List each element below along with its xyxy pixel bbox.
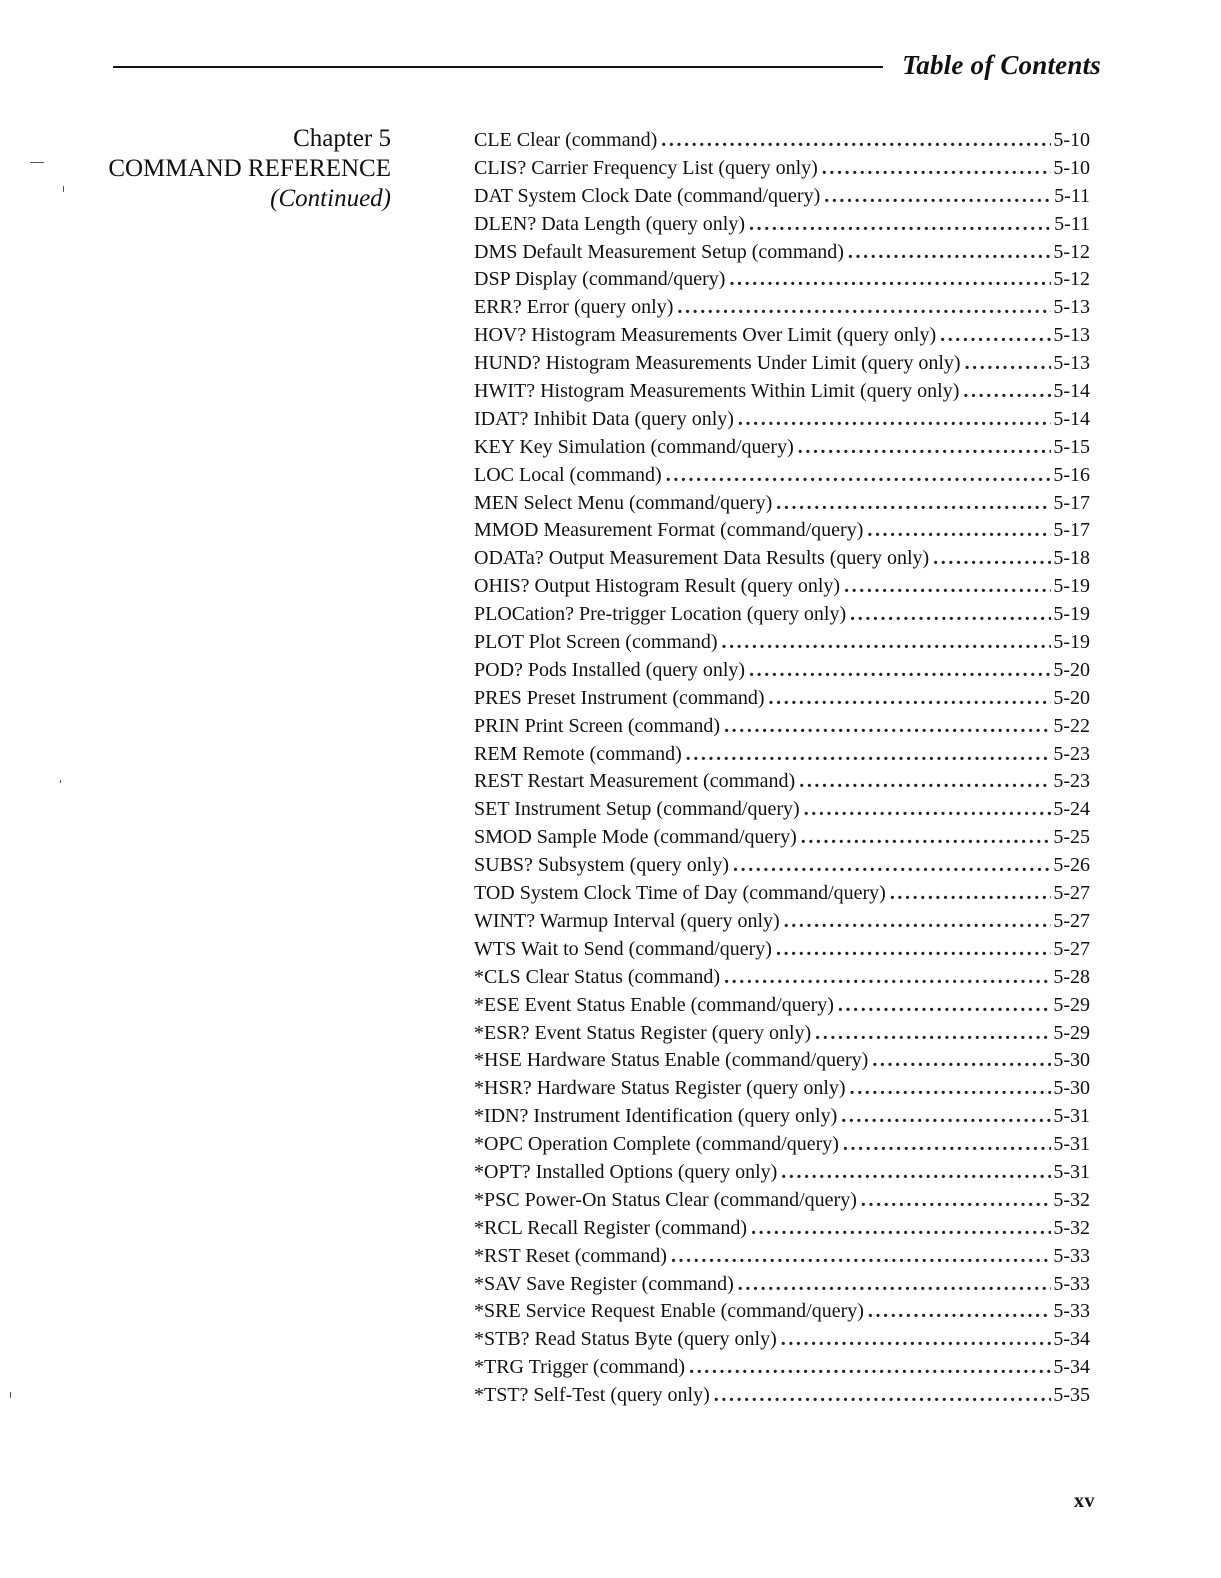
dot-leader	[769, 687, 1052, 710]
toc-entry[interactable]	[474, 1328, 1090, 1356]
dot-leader	[666, 464, 1052, 487]
toc-entry[interactable]	[474, 1022, 1090, 1050]
toc-entry-title: *SAV Save Register (command)	[474, 1272, 734, 1295]
toc-entry-title: PRES Preset Instrument (command)	[474, 686, 765, 709]
toc-entry-title: CLE Clear (command)	[474, 129, 658, 151]
toc-entry[interactable]	[474, 129, 1090, 157]
toc-entry-page: 5-28	[1053, 965, 1090, 988]
toc-entry[interactable]	[474, 547, 1090, 575]
toc-entry-title: DMS Default Measurement Setup (command)	[474, 240, 844, 263]
toc-entry-page: 5-13	[1053, 324, 1090, 347]
toc-entry[interactable]	[474, 1217, 1090, 1245]
toc-entry[interactable]	[474, 1384, 1090, 1412]
toc-entry[interactable]	[474, 603, 1090, 631]
dot-leader	[776, 492, 1051, 515]
toc-entry-page: 5-29	[1053, 993, 1090, 1016]
toc-entry-page: 5-19	[1053, 603, 1090, 626]
toc-entry-page: 5-18	[1053, 547, 1090, 570]
toc-entry-page: 5-33	[1053, 1300, 1090, 1323]
toc-entry[interactable]	[474, 436, 1090, 464]
dot-leader	[724, 966, 1051, 989]
toc-entry-title: LOC Local (command)	[474, 463, 662, 486]
chapter-heading	[108, 124, 391, 214]
toc-entry-page: 5-13	[1053, 296, 1090, 319]
toc-entry[interactable]	[474, 157, 1090, 185]
dot-leader	[751, 1217, 1051, 1240]
toc-entry[interactable]	[474, 1356, 1090, 1384]
toc-entry[interactable]	[474, 575, 1090, 603]
toc-entry[interactable]	[474, 798, 1090, 826]
toc-entry-page: 5-14	[1053, 380, 1090, 403]
toc-entry[interactable]	[474, 882, 1090, 910]
dot-leader	[822, 157, 1052, 180]
toc-entry-title: HOV? Histogram Measurements Over Limit (query only)	[474, 324, 937, 347]
toc-entry-title: PLOT Plot Screen (command)	[474, 631, 718, 654]
toc-entry-page: 5-26	[1053, 854, 1090, 877]
dot-leader	[801, 826, 1052, 849]
toc-entry-title: KEY Key Simulation (command/query)	[474, 435, 794, 458]
toc-entry-page: 5-16	[1053, 463, 1090, 486]
dot-leader	[844, 575, 1051, 598]
page-number: xv	[1074, 1490, 1095, 1512]
dot-leader	[677, 296, 1051, 319]
toc-entry-title: PLOCation? Pre-trigger Location (query only)	[474, 603, 847, 626]
toc-entry-title: *ESE Event Status Enable (command/query)	[474, 993, 834, 1016]
scan-speck	[10, 1392, 11, 1398]
toc-entry-page: 5-15	[1053, 435, 1090, 458]
toc-entry-title: *RST Reset (command)	[474, 1244, 667, 1267]
toc-entry-title: DAT System Clock Date (command/query)	[474, 184, 821, 207]
dot-leader	[872, 1049, 1051, 1072]
toc-entry-title: MMOD Measurement Format (command/query)	[474, 519, 864, 542]
toc-entry-page: 5-30	[1053, 1077, 1090, 1100]
toc-entry[interactable]	[474, 296, 1090, 324]
toc-entry[interactable]	[474, 324, 1090, 352]
toc-entry[interactable]	[474, 743, 1090, 771]
toc-entry-title: POD? Pods Installed (query only)	[474, 658, 746, 681]
toc-entry-page: 5-17	[1053, 519, 1090, 542]
dot-leader	[781, 1161, 1051, 1184]
toc-entry[interactable]	[474, 352, 1090, 380]
toc-entry-page: 5-12	[1053, 268, 1090, 291]
toc-entry-title: IDAT? Inhibit Data (query only)	[474, 407, 734, 430]
dot-leader	[721, 631, 1051, 654]
scan-speck	[60, 780, 61, 783]
toc-entry-list	[474, 129, 1090, 1412]
toc-entry-title: ERR? Error (query only)	[474, 296, 674, 319]
dot-leader	[776, 938, 1051, 961]
toc-entry-page: 5-34	[1053, 1356, 1090, 1379]
chapter-name: COMMAND REFERENCE	[108, 155, 391, 182]
toc-entry-page: 5-10	[1053, 156, 1090, 179]
toc-entry-page: 5-34	[1053, 1328, 1090, 1351]
dot-leader	[861, 1189, 1051, 1212]
toc-entry[interactable]	[474, 1273, 1090, 1301]
toc-entry-title: DLEN? Data Length (query only)	[474, 212, 746, 235]
toc-entry-title: PRIN Print Screen (command)	[474, 714, 721, 737]
toc-entry-page: 5-31	[1053, 1133, 1090, 1156]
toc-entry[interactable]	[474, 770, 1090, 798]
dot-leader	[686, 743, 1052, 766]
toc-entry-title: *PSC Power-On Status Clear (command/query)	[474, 1188, 857, 1211]
toc-entry-title: *OPC Operation Complete (command/query)	[474, 1133, 839, 1156]
toc-entry-title: WTS Wait to Send (command/query)	[474, 937, 772, 960]
dot-leader	[798, 436, 1052, 459]
toc-entry-page: 5-22	[1053, 714, 1090, 737]
toc-entry[interactable]	[474, 1049, 1090, 1077]
toc-entry-title: SMOD Sample Mode (command/query)	[474, 826, 797, 849]
toc-entry-page: 5-30	[1053, 1049, 1090, 1072]
toc-entry-page: 5-23	[1053, 742, 1090, 765]
toc-entry-page: 5-27	[1053, 909, 1090, 932]
dot-leader	[671, 1245, 1051, 1268]
toc-entry-title: HUND? Histogram Measurements Under Limit (query only)	[474, 352, 961, 375]
toc-entry-page: 5-17	[1053, 491, 1090, 514]
dot-leader	[824, 185, 1052, 208]
dot-leader	[843, 1133, 1051, 1156]
dot-leader	[799, 770, 1051, 793]
toc-entry-title: SUBS? Subsystem (query only)	[474, 854, 729, 877]
toc-entry-page: 5-31	[1053, 1105, 1090, 1128]
toc-entry-title: *TST? Self-Test (query only)	[474, 1384, 710, 1407]
toc-entry-title: WINT? Warmup Interval (query only)	[474, 909, 780, 932]
toc-entry-page: 5-12	[1053, 240, 1090, 263]
dot-leader	[749, 659, 1051, 682]
toc-entry[interactable]	[474, 241, 1090, 269]
toc-entry-title: MEN Select Menu (command/query)	[474, 491, 773, 514]
toc-entry-page: 5-32	[1053, 1216, 1090, 1239]
dot-leader	[784, 910, 1052, 933]
toc-entry-title: TOD System Clock Time of Day (command/query)	[474, 882, 886, 905]
toc-entry[interactable]	[474, 1161, 1090, 1189]
toc-entry[interactable]	[474, 1300, 1090, 1328]
dot-leader	[850, 603, 1051, 626]
toc-entry-title: ODATa? Output Measurement Data Results (query only)	[474, 547, 930, 570]
toc-entry-page: 5-14	[1053, 407, 1090, 430]
toc-entry-title: *OPT? Installed Options (query only)	[474, 1160, 778, 1183]
dot-leader	[738, 1273, 1052, 1296]
toc-entry-page: 5-31	[1053, 1160, 1090, 1183]
dot-leader	[729, 268, 1051, 291]
toc-entry[interactable]	[474, 659, 1090, 687]
toc-entry-title: *SRE Service Request Enable (command/query)	[474, 1300, 864, 1323]
dot-leader	[724, 715, 1051, 738]
toc-entry-title: *RCL Recall Register (command)	[474, 1216, 748, 1239]
toc-entry-page: 5-33	[1053, 1244, 1090, 1267]
toc-entry[interactable]	[474, 1133, 1090, 1161]
dot-leader	[868, 1300, 1051, 1323]
toc-entry-page: 5-20	[1053, 686, 1090, 709]
toc-entry-page: 5-27	[1053, 937, 1090, 960]
dot-leader	[804, 798, 1052, 821]
toc-entry-title: REST Restart Measurement (command)	[474, 770, 796, 793]
toc-entry[interactable]	[474, 268, 1090, 296]
toc-entry-title: *IDN? Instrument Identification (query only)	[474, 1105, 838, 1128]
toc-entry-title: *STB? Read Status Byte (query only)	[474, 1328, 777, 1351]
scan-speck	[63, 186, 64, 192]
toc-entry[interactable]	[474, 938, 1090, 966]
toc-entry-page: 5-19	[1053, 631, 1090, 654]
toc-entry[interactable]	[474, 715, 1090, 743]
toc-entry-page: 5-11	[1054, 212, 1090, 235]
toc-entry-title: REM Remote (command)	[474, 742, 682, 765]
toc-entry[interactable]	[474, 185, 1090, 213]
dot-leader	[749, 213, 1052, 236]
scan-speck	[30, 162, 44, 163]
dot-leader	[933, 547, 1051, 570]
chapter-continued-label: (Continued)	[270, 185, 391, 212]
toc-entry[interactable]	[474, 631, 1090, 659]
dot-leader	[714, 1384, 1052, 1407]
dot-leader	[850, 1077, 1052, 1100]
toc-entry-title: *ESR? Event Status Register (query only)	[474, 1021, 812, 1044]
toc-entry-title: *TRG Trigger (command)	[474, 1356, 686, 1379]
toc-entry[interactable]	[474, 854, 1090, 882]
toc-entry[interactable]	[474, 966, 1090, 994]
toc-entry[interactable]	[474, 408, 1090, 436]
toc-entry-title: *CLS Clear Status (command)	[474, 965, 721, 988]
toc-entry[interactable]	[474, 1105, 1090, 1133]
toc-entry-page: 5-13	[1053, 352, 1090, 375]
toc-entry-page: 5-20	[1053, 658, 1090, 681]
toc-entry[interactable]	[474, 1077, 1090, 1105]
dot-leader	[867, 519, 1051, 542]
running-header-title: Table of Contents	[902, 50, 1101, 80]
toc-entry-page: 5-25	[1053, 826, 1090, 849]
toc-entry-page: 5-19	[1053, 575, 1090, 598]
toc-entry[interactable]	[474, 826, 1090, 854]
toc-entry-page: 5-11	[1054, 184, 1090, 207]
toc-entry-title: *HSR? Hardware Status Register (query only)	[474, 1077, 846, 1100]
toc-entry-page: 5-29	[1053, 1021, 1090, 1044]
toc-entry-title: CLIS? Carrier Frequency List (query only)	[474, 156, 818, 179]
toc-entry-page: 5-24	[1053, 798, 1090, 821]
toc-entry-page: 5-23	[1053, 770, 1090, 793]
toc-entry[interactable]	[474, 380, 1090, 408]
toc-entry[interactable]	[474, 464, 1090, 492]
toc-entry[interactable]	[474, 1245, 1090, 1273]
toc-entry-title: DSP Display (command/query)	[474, 268, 726, 291]
dot-leader	[733, 854, 1051, 877]
toc-entry-page: 5-10	[1053, 129, 1090, 151]
dot-leader	[963, 380, 1051, 403]
toc-entry-page: 5-33	[1053, 1272, 1090, 1295]
dot-leader	[841, 1105, 1051, 1128]
toc-entry[interactable]	[474, 910, 1090, 938]
toc-entry[interactable]	[474, 687, 1090, 715]
dot-leader	[965, 352, 1052, 375]
toc-entry[interactable]	[474, 492, 1090, 520]
toc-entry-page: 5-32	[1053, 1188, 1090, 1211]
dot-leader	[689, 1356, 1051, 1379]
dot-leader	[661, 129, 1051, 152]
chapter-number-label: Chapter 5	[293, 125, 391, 152]
toc-entry-title: HWIT? Histogram Measurements Within Limit (query only)	[474, 380, 960, 403]
dot-leader	[890, 882, 1052, 905]
toc-entry[interactable]	[474, 519, 1090, 547]
dot-leader	[848, 241, 1051, 264]
dot-leader	[838, 994, 1051, 1017]
toc-entry[interactable]	[474, 213, 1090, 241]
header-rule	[113, 66, 883, 68]
dot-leader	[738, 408, 1051, 431]
toc-entry-title: SET Instrument Setup (command/query)	[474, 798, 800, 821]
toc-entry-title: *HSE Hardware Status Enable (command/query)	[474, 1049, 869, 1072]
toc-entry[interactable]	[474, 1189, 1090, 1217]
toc-entry[interactable]	[474, 994, 1090, 1022]
dot-leader	[940, 324, 1051, 347]
dot-leader	[815, 1022, 1051, 1045]
toc-entry-page: 5-27	[1053, 882, 1090, 905]
dot-leader	[781, 1328, 1052, 1351]
toc-entry-page: 5-35	[1053, 1384, 1090, 1407]
toc-entry-title: OHIS? Output Histogram Result (query only)	[474, 575, 841, 598]
